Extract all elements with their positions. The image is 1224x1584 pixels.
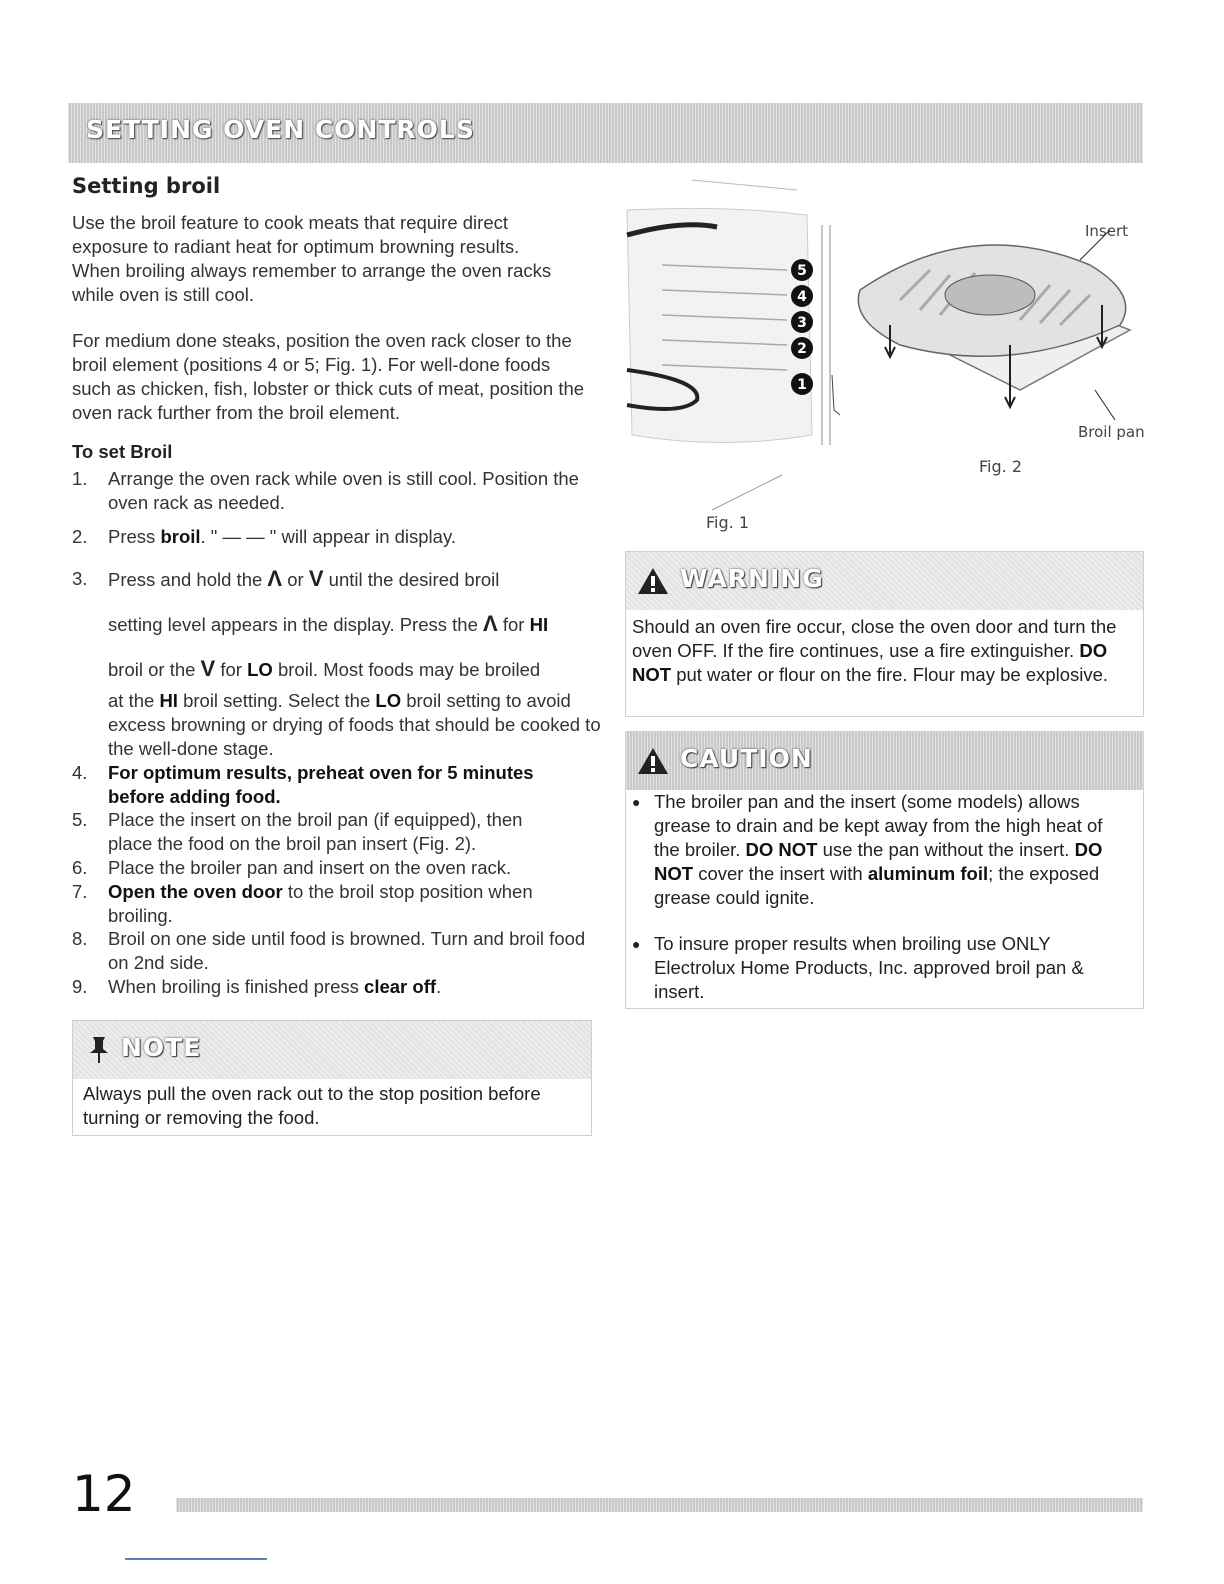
caution-text: To insure proper results when broiling use ONLY Electrolux Home Products, Inc. approved broil pan & insert. <box>654 933 1084 1002</box>
step-text: Broil on one side until food is browned. Turn and broil food on 2nd side. <box>108 928 586 973</box>
step-number: 6. <box>72 857 88 878</box>
caution-text: The broiler pan and the insert (some models) allows grease to drain and be kept away from the high heat of the broiler. <box>654 791 1103 860</box>
step-number: 7. <box>72 881 88 902</box>
broil-key-label: broil <box>160 526 201 547</box>
step-text: setting level appears in the display. Press the <box>108 614 484 635</box>
section-heading: Setting broil <box>72 174 221 198</box>
note-box <box>72 1020 592 1136</box>
step-number: 2. <box>72 526 88 547</box>
insert-label: Insert <box>1085 222 1129 240</box>
step-text: for <box>497 614 530 635</box>
footer-bar <box>176 1498 1143 1512</box>
up-arrow-icon: Λ <box>267 566 283 591</box>
fig1-caption: Fig. 1 <box>706 513 749 532</box>
steak <box>945 275 1035 315</box>
warning-title: WARNING <box>680 564 824 593</box>
down-arrow-icon: V <box>308 566 324 591</box>
bullet-icon: ● <box>632 794 641 810</box>
intro-paragraph-1: Use the broil feature to cook meats that require direct exposure to radiant heat for optimum browning results. When broiling always remember to arrange the oven racks while oven is still cool. <box>72 212 552 305</box>
down-arrow-icon: V <box>200 656 216 681</box>
step-text: . " — — " will appear in display. <box>200 526 456 547</box>
pushpin-icon <box>87 1035 111 1065</box>
note-title: NOTE <box>121 1033 202 1062</box>
warning-box <box>625 551 1144 717</box>
step-text: broil setting to avoid excess browning or drying of foods that should be cooked to the well-done stage. <box>108 690 601 759</box>
step-text: Press <box>108 526 161 547</box>
step-text: . <box>436 976 442 997</box>
header-bar <box>68 103 1143 163</box>
rack-position-label: 3 <box>797 315 807 331</box>
warning-header <box>626 552 1143 610</box>
page-number: 12 <box>72 1465 136 1523</box>
caution-header <box>626 732 1143 790</box>
step-text: Press and hold the <box>108 569 268 590</box>
step-text: at the <box>108 690 160 711</box>
pan-leader-line <box>1095 390 1115 420</box>
step-number: 8. <box>72 928 88 949</box>
hi-label: HI <box>529 614 549 635</box>
step-number: 3. <box>72 568 88 589</box>
step-text-bold: Open the oven door <box>108 881 283 902</box>
step-text: to the broil stop position when broiling. <box>108 881 533 926</box>
step-number: 4. <box>72 762 88 783</box>
caution-text: use the pan without the insert. <box>817 839 1075 860</box>
footer-rule <box>125 1558 267 1560</box>
lo-label: LO <box>247 659 273 680</box>
step-number: 9. <box>72 976 88 997</box>
warning-triangle-icon <box>636 566 670 596</box>
broil-pan-diagram <box>840 205 1150 445</box>
note-text: Always pull the oven rack out to the stop position before turning or removing the food. <box>83 1083 541 1128</box>
hi-label: HI <box>159 690 178 711</box>
warning-text: Should an oven fire occur, close the oven door and turn the oven OFF. If the fire continues, use a fire extinguisher. <box>632 616 1117 661</box>
step-number: 5. <box>72 809 88 830</box>
rack-position-label: 2 <box>797 341 807 357</box>
step-text: broil or the <box>108 659 201 680</box>
bullet-icon: ● <box>632 936 641 952</box>
step-text: or <box>282 569 309 590</box>
step-text: When broiling is finished press <box>108 976 365 997</box>
step-text: for <box>215 659 248 680</box>
lo-label: LO <box>375 690 402 711</box>
fig2-caption: Fig. 2 <box>979 457 1022 476</box>
warning-text: put water or flour on the fire. Flour may be explosive. <box>671 664 1109 685</box>
step-text: until the desired broil <box>323 569 500 590</box>
note-header <box>73 1021 591 1079</box>
rack-position-label: 1 <box>797 377 807 393</box>
rack-position-label: 4 <box>797 289 807 305</box>
caution-box <box>625 731 1144 1009</box>
step-text: broil setting. Select the <box>177 690 376 711</box>
intro-paragraph-2: For medium done steaks, position the oven rack closer to the broil element (positions 4 or 5; Fig. 1). For well-done foods such as chicken, fish, lobster or thick cuts of meat, position the oven rack further from the broil element. <box>72 330 585 423</box>
caution-text: ; the exposed grease could ignite. <box>654 863 1100 908</box>
caution-text-bold: aluminum foil <box>867 863 989 884</box>
warning-text-bold: DO NOT <box>632 640 1108 685</box>
step-text-bold: For optimum results, preheat oven for 5 minutes before adding food. <box>108 762 534 807</box>
up-arrow-icon: Λ <box>483 611 498 636</box>
subheading-to-set-broil: To set Broil <box>72 441 173 462</box>
step-text: Arrange the oven rack while oven is still cool. Position the oven rack as needed. <box>108 468 579 513</box>
step-text: Place the insert on the broil pan (if equipped), then place the food on the broil pan insert (Fig. 2). <box>108 809 523 854</box>
caution-text-bold: DO NOT <box>745 839 818 860</box>
clear-off-key-label: clear off <box>364 976 437 997</box>
step-text: Place the broiler pan and insert on the oven rack. <box>108 857 512 878</box>
broil-pan-label: Broil pan <box>1078 423 1145 441</box>
caution-text: cover the insert with <box>693 863 868 884</box>
page-title: SETTING OVEN CONTROLS <box>86 115 475 144</box>
step-text: broil. Most foods may be broiled <box>272 659 541 680</box>
oven-rack-diagram <box>622 175 847 515</box>
caution-title: CAUTION <box>680 744 813 773</box>
step-number: 1. <box>72 468 88 489</box>
caution-text-bold: DO NOT <box>654 839 1103 884</box>
rack-position-label: 5 <box>797 263 807 279</box>
caution-triangle-icon <box>636 746 670 776</box>
